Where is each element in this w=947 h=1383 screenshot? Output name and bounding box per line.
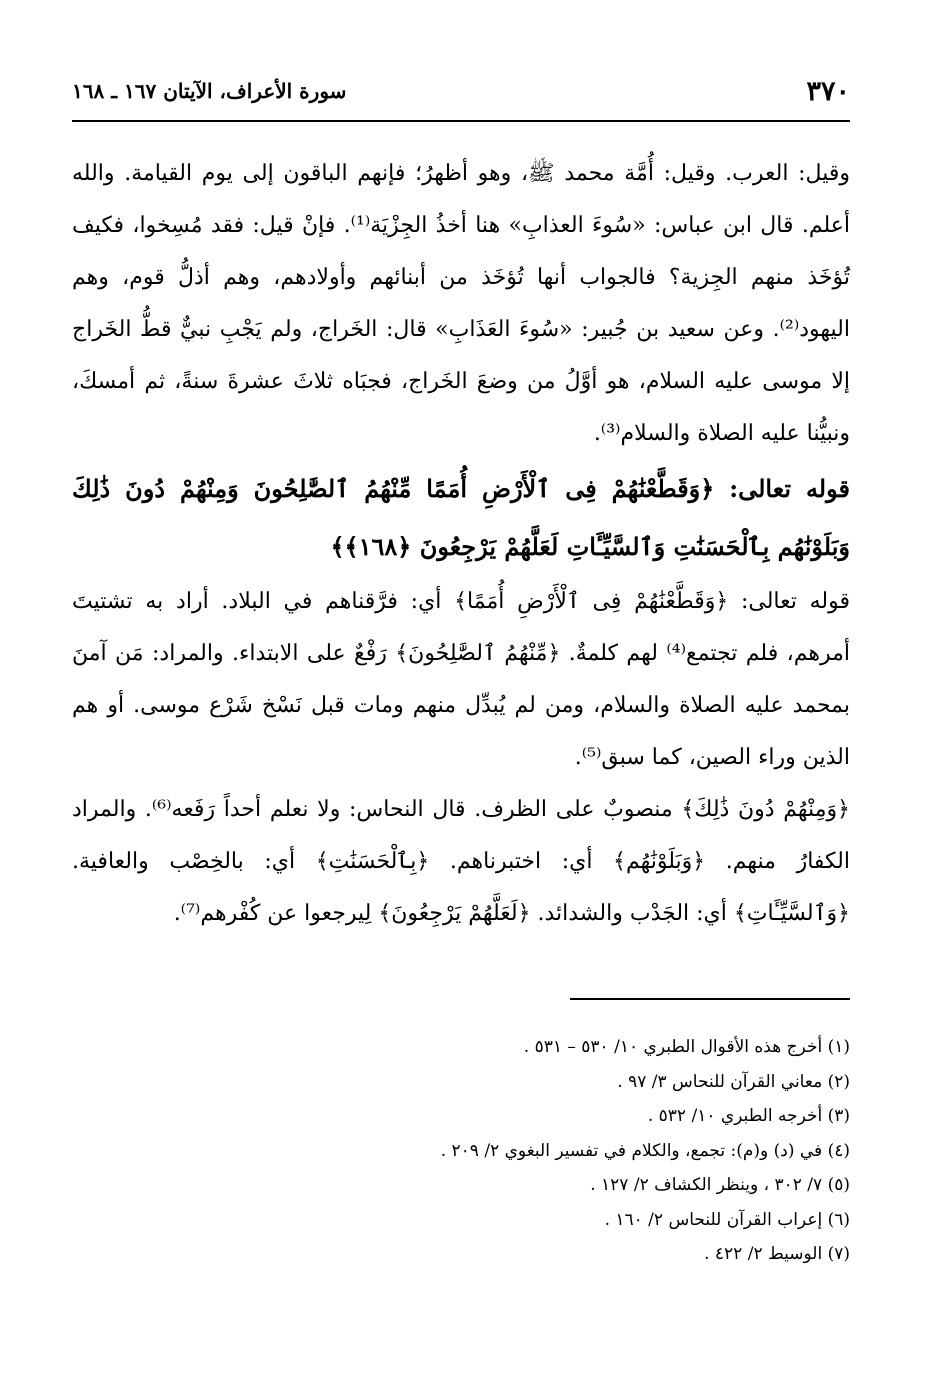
page-number: ٣٧٠ [806,75,850,107]
footnote-6: (٦) إعراب القرآن للنحاس ٢/ ١٦٠ . [604,1209,850,1230]
paragraph-3: ﴿وَمِنْهُمْ دُونَ ذَٰلِكَ﴾ منصوبٌ على الظرف. قال النحاس: ولا نعلم أحداً رَفَعه⁽⁶⁾. والمراد الكفارُ منهم. ﴿وَبَلَوْنَٰهُم﴾ أي: اختبرناهم. ﴿بِٱلْحَسَنَٰتِ﴾ أي: بالخِصْب والعافية. ﴿وَٱلسَّيِّـَٔاتِ﴾ أي: الجَدْب والشدائد. ﴿لَعَلَّهُمْ يَرْجِعُونَ﴾ لِيرجعوا عن كُفْرهم⁽⁷⁾. [72,797,850,926]
footnote-3: (٣) أخرجه الطبري ١٠/ ٥٣٢ . [647,1106,850,1126]
header-divider [72,120,850,122]
main-text [72,148,850,940]
footnote-4: (٤) في (د) و(م): تجمع، والكلام في تفسير البغوي ٢/ ٢٠٩ . [440,1140,850,1161]
footnote-5: (٥) ٧/ ٣٠٢ ، وينظر الكشاف ٢/ ١٢٧ . [590,1175,850,1195]
footnotes [72,1030,850,1272]
paragraph-2: قوله تعالى: ﴿وَقَطَّعْنَٰهُمْ فِى ٱلْأَرْضِ أُمَمًا﴾ أي: فرَّقناهم في البلاد. أراد به تشتيتَ أمرهم، فلم تجتمع⁽⁴⁾ لهم كلمةٌ. ﴿مِّنْهُمُ ٱلصَّٰلِحُونَ﴾ رَفْعٌ على الابتداء. والمراد: مَن آمنَ بمحمد عليه الصلاة والسلام، ومن لم يُبدِّل منهم ومات قبل نَسْخ شَرْع موسى. أو هم الذين وراء الصين، كما سبق⁽⁵⁾. [72,589,850,770]
paragraph-1: وقيل: العرب. وقيل: أُمَّة محمد ﷺ، وهو أظهرُ؛ فإنهم الباقون إلى يوم القيامة. والله أعلم. قال ابن عباس: «سُوءَ العذابِ» هنا أخذُ الجِزْيَة⁽¹⁾. فإنْ قيل: فقد مُسِخوا، فكيف تُؤخَذ منهم الجِزية؟ فالجواب أنها تُؤخَذ من أبنائهم وأولادهم، وهم أذلُّ قوم، وهم اليهود⁽²⁾. وعن سعيد بن جُبير: «سُوءَ العَذَابِ» قال: الخَراج، ولم يَجْبِ نبيٌّ قطُّ الخَراج إلا موسى عليه السلام، هو أوَّلُ من وضعَ الخَراج، فجبَاه ثلاثَ عشرةَ سنةً، ثم أمسكَ، ونبيُّنا عليه الصلاة والسلام⁽³⁾. [72,161,850,446]
footnote-7: (٧) الوسيط ٢/ ٤٢٢ . [704,1244,850,1264]
running-header [72,66,850,116]
quran-verse-heading: قوله تعالى: ﴿وَقَطَّعْنَٰهُمْ فِى ٱلْأَرْضِ أُمَمًا مِّنْهُمُ ٱلصَّٰلِحُونَ وَمِنْهُمْ دُونَ ذَٰلِكَ وَبَلَوْنَٰهُم بِٱلْحَسَنَٰتِ وَٱلسَّيِّـَٔاتِ لَعَلَّهُمْ يَرْجِعُونَ ﴿١٦٨﴾﴾ [72,474,850,561]
footnote-1: (١) أخرج هذه الأقوال الطبري ١٠/ ٥٣٠ – ٥٣١ . [523,1037,850,1057]
running-title: سورة الأعراف، الآيتان ١٦٧ ـ ١٦٨ [72,79,347,103]
footnote-2: (٢) معاني القرآن للنحاس ٣/ ٩٧ . [617,1071,850,1092]
footnote-divider [570,998,850,1000]
